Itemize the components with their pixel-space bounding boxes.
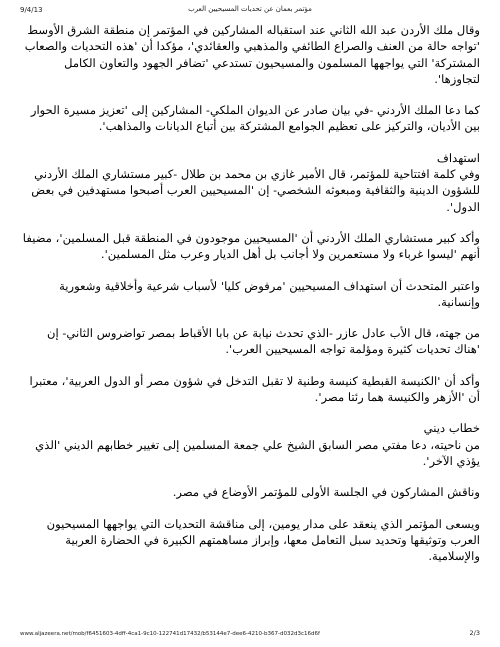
paragraph: وقال ملك الأردن عبد الله الثاني عند استقباله المشاركين في المؤتمر إن منطقة الشرق الأوسط 'تواجه حالة من العنف والصراع الطائفي والمذهبي والعقائدي'، مؤكدا أن 'هذه التحديات والصعاب المشتركة' التي يواجهها المسلمون والمسيحيون تستدعي 'تضافر الجهود والتعاون الكامل لتجاوزها'. — [24, 23, 480, 86]
article-body — [22, 22, 480, 579]
page-number: 2/3 — [469, 629, 480, 637]
paragraph: وأكد أن 'الكنيسة القبطية كنيسة وطنية لا تقبل التدخل في شؤون مصر أو الدول العربية'، معتبرا أن 'الأزهر والكنيسة هما رئتا مصر'. — [29, 373, 480, 405]
header-title: مؤتمر بعمان عن تحديات المسيحيين العرب — [188, 5, 312, 13]
paragraph: من جهته، قال الأب عادل عازر -الذي تحدث نيابة عن بابا الأقباط بمصر تواضروس الثاني- إن 'هناك تحديات كثيرة ومؤلمة تواجه المسيحيين العرب'. — [47, 326, 480, 357]
paragraph: واعتبر المتحدث أن استهداف المسيحيين 'مرفوض كليا' لأسباب شرعية وأخلاقية وشعورية وإنسانية. — [59, 278, 480, 309]
paragraph: وأكد كبير مستشاري الملك الأردني أن 'المسيحيين موجودون في المنطقة قبل المسلمين'، مضيفا أنهم 'ليسوا غرباء ولا مستعمرين ولا أجانب بل أهل الديار وعرب مثل المسلمين'. — [22, 230, 480, 262]
paragraph: كما دعا الملك الأردني -في بيان صادر عن الديوان الملكي- المشاركين إلى 'تعزيز مسيرة الحوار بين الأديان، والتركيز على تعظيم الجوامع المشتركة بين أتباع الديانات والمذاهب'. — [30, 103, 480, 134]
paragraph: وناقش المشاركون في الجلسة الأولى للمؤتمر الأوضاع في مصر. — [172, 485, 480, 500]
header-date: 9/4/13 — [20, 6, 43, 14]
footer-url[interactable]: www.aljazeera.net/mob/f6451603-4dff-4ca1-9c10-122741d17432/b53144e7-dee6-4210-b367-d032d3c16d6f — [20, 631, 320, 637]
paragraph: ويسعى المؤتمر الذي ينعقد على مدار يومين، إلى مناقشة التحديات التي يواجهها المسيحيون العرب وتوثيقها وتحديد سبل التعامل معها، وإبراز مساهمتهم الكبيرة في الحضارة العربية والإسلامية. — [46, 516, 480, 564]
paragraph: من ناحيته، دعا مفتي مصر السابق الشيخ علي جمعة المسلمين إلى تغيير خطابهم الديني 'الذي يؤذي الآخر'. — [35, 437, 480, 468]
section-heading: خطاب ديني — [423, 421, 480, 436]
paragraph: وفي كلمة افتتاحية للمؤتمر، قال الأمير غازي بن محمد بن طلال -كبير مستشاري الملك الأردني للشؤون الدينية والثقافية ومبعوثه الشخصي- إن 'المسيحيين العرب أصبحوا مستهدفين في بعض الدول'. — [31, 167, 480, 214]
section-heading: استهداف — [436, 150, 480, 165]
